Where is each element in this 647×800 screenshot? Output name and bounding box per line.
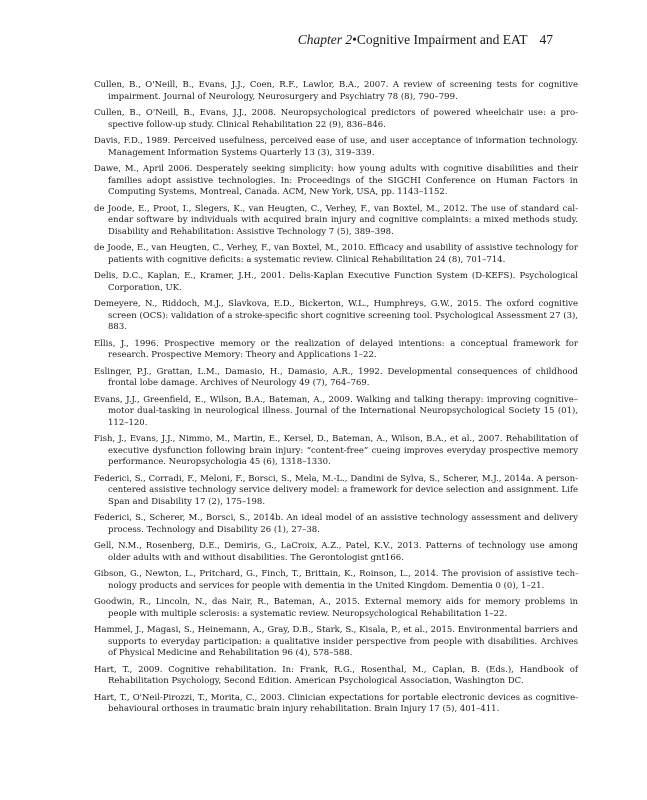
- chapter-title: Cognitive Impairment and EAT: [356, 32, 528, 47]
- reference-item: Ellis, J., 1996. Prospective memory or the realization of delayed intentions: a conceptual framework for research. Prospective Memory: Theory and Applications 1–22.: [94, 338, 578, 361]
- reference-item: Hart, T., O'Neil-Pirozzi, T., Morita, C., 2003. Clinician expectations for portable electronic devices as cognitive-behavioural orthoses in traumatic brain injury rehabilitation. Brain Injury 17 (5), 401–411.: [94, 692, 578, 715]
- reference-item: Federici, S., Corradi, F., Meloni, F., Borsci, S., Mela, M.-L., Dandini de Sylva, S., Scherer, M.J., 2014a. A person-centered assistive technology service delivery model: a framework for device selection and assignment. Life Span and Disability 17 (2), 175–198.: [94, 473, 578, 507]
- reference-item: Fish, J., Evans, J.J., Nimmo, M., Martin, E., Kersel, D., Bateman, A., Wilson, B.A., et al., 2007. Rehabilitation of executive dysfunction following brain injury: “content-free” cueing improves everyday prospective memory performance. Neuropsychologia 45 (6), 1318–1330.: [94, 434, 578, 468]
- running-header: [298, 32, 553, 48]
- reference-item: Demeyere, N., Riddoch, M.J., Slavkova, E.D., Bickerton, W.L., Humphreys, G.W., 2015. The oxford cognitive screen (OCS): validation of a stroke-specific short cognitive screening tool. Psychological Assessment 27 (3), 883.: [94, 299, 578, 333]
- reference-item: de Joode, E., van Heugten, C., Verhey, F., van Boxtel, M., 2010. Efficacy and usability of assistive technology for patients with cognitive deficits: a systematic review. Clinical Rehabilitation 24 (8), 701–714.: [94, 243, 578, 265]
- reference-item: Gell, N.M., Rosenberg, D.E., Demiris, G., LaCroix, A.Z., Patel, K.V., 2013. Patterns of technology use among older adults with and without disabilities. The Gerontologist gnt166.: [94, 541, 578, 563]
- chapter-label: Chapter 2: [297, 32, 353, 47]
- reference-item: Davis, F.D., 1989. Perceived usefulness, perceived ease of use, and user acceptance of information technology. Management Information Systems Quarterly 13 (3), 319–339.: [94, 135, 578, 158]
- reference-item: Gibson, G., Newton, L., Pritchard, G., Finch, T., Brittain, K., Roinson, L., 2014. The provision of assistive technology products and services for people with dementia in the United Kingdom. Dementia 0 (0), 1–21.: [94, 569, 578, 591]
- page-number: 47: [539, 32, 553, 47]
- reference-list: [94, 80, 578, 721]
- reference-item: Cullen, B., O'Neill, B., Evans, J.J., Coen, R.F., Lawlor, B.A., 2007. A review of screening tests for cognitive impairment. Journal of Neurology, Neurosurgery and Psychiatry 78 (8), 790–799.: [94, 80, 578, 102]
- reference-item: Hart, T., 2009. Cognitive rehabilitation. In: Frank, R.G., Rosenthal, M., Caplan, B. (Eds.), Handbook of Rehabilitation Psychology, Second Edition. American Psychological Association, Washington DC.: [94, 664, 578, 687]
- reference-item: Federici, S., Scherer, M., Borsci, S., 2014b. An ideal model of an assistive technology assessment and delivery process. Technology and Disability 26 (1), 27–38.: [94, 513, 578, 535]
- reference-item: Hammel, J., Magasi, S., Heinemann, A., Gray, D.B., Stark, S., Kisala, P., et al., 2015. Environmental barriers and supports to everyday participation: a qualitative insider perspective from people with disabilities. Archives of Physical Medicine and Rehabilitation 96 (4), 578–588.: [94, 625, 578, 659]
- header-bullet: •: [352, 32, 357, 47]
- reference-item: Cullen, B., O'Neill, B., Evans, J.J., 2008. Neuropsychological predictors of powered wheelchair use: a prospective follow-up study. Clinical Rehabilitation 22 (9), 836–846.: [94, 107, 578, 130]
- reference-item: Dawe, M., April 2006. Desperately seeking simplicity: how young adults with cognitive disabilities and their families adopt assistive technologies. In: Proceedings of the SIGCHI Conference on Human Factors in Computing Systems, Montreal, Canada. ACM, New York, USA, pp. 1143–1152.: [94, 163, 578, 198]
- reference-item: Delis, D.C., Kaplan, E., Kramer, J.H., 2001. Delis-Kaplan Executive Function System (D-KEFS). Psychological Corporation, UK.: [94, 271, 578, 293]
- reference-item: de Joode, E., Proot, I., Slegers, K., van Heugten, C., Verhey, F., van Boxtel, M., 2012. The use of standard calendar software by individuals with acquired brain injury and cognitive complaints: a mixed methods study. Disability and Rehabilitation: Assistive Technology 7 (5), 389–398.: [94, 203, 578, 237]
- reference-item: Goodwin, R., Lincoln, N., das Nair, R., Bateman, A., 2015. External memory aids for memory problems in people with multiple sclerosis: a systematic review. Neuropsychological Rehabilitation 1–22.: [94, 597, 578, 619]
- reference-item: Eslinger, P.J., Grattan, L.M., Damasio, H., Damasio, A.R., 1992. Developmental consequences of childhood frontal lobe damage. Archives of Neurology 49 (7), 764–769.: [94, 366, 578, 389]
- reference-item: Evans, J.J., Greenfield, E., Wilson, B.A., Bateman, A., 2009. Walking and talking therapy: improving cognitive–motor dual-tasking in neurological illness. Journal of the International Neuropsychological Society 15 (01), 112–120.: [94, 394, 578, 428]
